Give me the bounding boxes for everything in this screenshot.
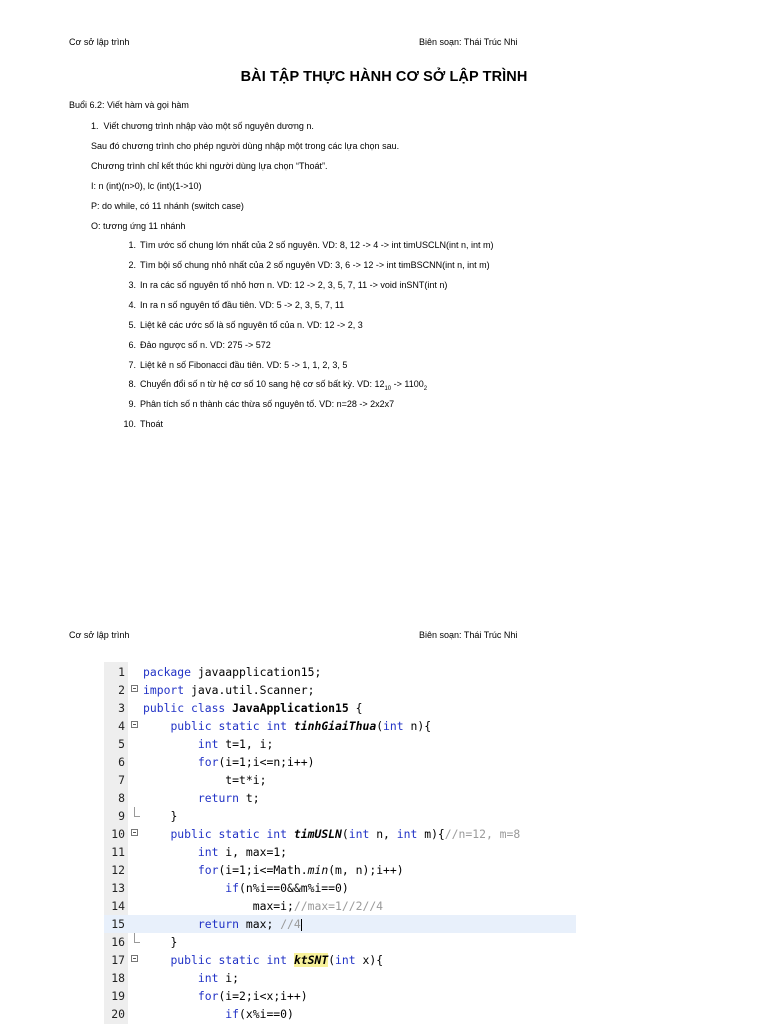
fold-end-marker	[134, 807, 140, 817]
code-text: n,	[369, 827, 397, 841]
option-number: 7.	[128, 360, 136, 370]
text-caret	[301, 919, 302, 931]
process-spec: P: do while, có 11 nhánh (switch case)	[91, 201, 244, 211]
code-text: max;	[239, 917, 281, 931]
option-item	[118, 419, 163, 429]
code-text: n){	[403, 719, 432, 733]
line-number: 14	[111, 899, 125, 913]
code-text: i;	[218, 971, 240, 985]
line-number: 7	[118, 773, 125, 787]
keyword: int	[348, 827, 370, 841]
code-line	[104, 771, 576, 789]
code-line	[104, 807, 576, 825]
code-text: t;	[239, 791, 260, 805]
option-item	[118, 260, 490, 270]
line-number: 5	[118, 737, 125, 751]
paragraph: Chương trình chỉ kết thúc khi người dùng lựa chọn “Thoát”.	[91, 161, 328, 171]
option-item	[118, 240, 493, 250]
keyword: if	[225, 881, 240, 895]
code-text: (	[376, 719, 384, 733]
code-text: max=i;	[252, 899, 294, 913]
exercise-item	[91, 121, 314, 131]
line-number: 12	[111, 863, 125, 877]
line-number: 17	[111, 953, 125, 967]
option-item	[118, 280, 447, 290]
code-text: t=1, i;	[218, 737, 274, 751]
page1-header-left: Cơ sở lập trình	[69, 37, 130, 47]
option-text: Thoát	[140, 419, 164, 429]
code-text: }	[170, 935, 178, 949]
line-number: 9	[118, 809, 125, 823]
line-number: 19	[111, 989, 125, 1003]
session-heading: Buổi 6.2: Viết hàm và gọi hàm	[69, 100, 189, 110]
option-item	[118, 399, 394, 409]
option-number: 9.	[128, 399, 136, 409]
method-call: min	[307, 863, 329, 877]
code-line	[104, 897, 576, 915]
option-text: Phân tích số n thành các thừa số nguyên tố. VD: n=28 -> 2x2x7	[140, 399, 395, 409]
line-number: 20	[111, 1007, 125, 1021]
option-text: Chuyển đổi số n từ hệ cơ số 10 sang hệ cơ số bất kỳ. VD: 12	[140, 379, 385, 389]
code-comment: //n=12, m=8	[444, 827, 521, 841]
exercise-text: Viết chương trình nhập vào một số nguyên dương n.	[103, 121, 314, 131]
code-line	[104, 717, 576, 735]
page2-header-right: Biên soạn: Thái Trúc Nhi	[419, 630, 518, 640]
line-number: 16	[111, 935, 125, 949]
line-number: 6	[118, 755, 125, 769]
option-text: Liệt kê các ước số là số nguyên tố của n. VD: 12 -> 2, 3	[140, 320, 363, 330]
fold-toggle-icon[interactable]	[131, 829, 138, 836]
option-number: 10.	[123, 419, 136, 429]
code-text: (i=2;i<x;i++)	[218, 989, 308, 1003]
option-text: Tìm bội số chung nhỏ nhất của 2 số nguyên VD: 3, 6 -> 12 -> int timBSCNN(int n, int m)	[140, 260, 490, 270]
line-number: 8	[118, 791, 125, 805]
code-text: (m, n);i++)	[328, 863, 404, 877]
option-number: 3.	[128, 280, 136, 290]
line-number: 11	[111, 845, 125, 859]
code-line	[104, 969, 576, 987]
option-text: Đảo ngược số n. VD: 275 -> 572	[140, 340, 271, 350]
option-item	[118, 300, 344, 310]
code-text: javaapplication15;	[191, 665, 322, 679]
code-text: (i=1;i<=Math.	[218, 863, 308, 877]
keyword: return	[197, 917, 240, 931]
code-line	[104, 1005, 576, 1023]
keyword: public static int	[170, 827, 288, 841]
keyword: public static int	[170, 953, 288, 967]
keyword: for	[197, 989, 219, 1003]
keyword: public class	[143, 701, 226, 715]
code-line	[104, 681, 576, 699]
keyword: int	[197, 737, 219, 751]
input-spec: I: n (int)(n>0), lc (int)(1->10)	[91, 181, 202, 191]
code-comment: //4	[280, 917, 301, 931]
keyword: public static int	[170, 719, 288, 733]
option-number: 4.	[128, 300, 136, 310]
option-number: 8.	[128, 379, 136, 389]
fold-toggle-icon[interactable]	[131, 721, 138, 728]
keyword: return	[197, 791, 240, 805]
code-text: {	[348, 701, 363, 715]
subscript-base-2: 2	[423, 385, 428, 392]
method-name: timUSLN	[293, 827, 342, 841]
option-text: Liệt kê n số Fibonacci đầu tiên. VD: 5 -> 1, 1, 2, 3, 5	[140, 360, 348, 370]
option-number: 6.	[128, 340, 136, 350]
option-number: 5.	[128, 320, 136, 330]
keyword: int	[197, 971, 219, 985]
option-text: In ra n số nguyên tố đầu tiên. VD: 5 -> 2, 3, 5, 7, 11	[140, 300, 345, 310]
option-number: 2.	[128, 260, 136, 270]
code-text: (i=1;i<=n;i++)	[218, 755, 315, 769]
code-text: (n%i==0&&m%i==0)	[239, 881, 349, 895]
keyword: for	[197, 755, 219, 769]
code-text: t=t*i;	[225, 773, 267, 787]
fold-end-marker	[134, 933, 140, 943]
code-line	[104, 843, 576, 861]
option-number: 1.	[128, 240, 136, 250]
line-number: 10	[111, 827, 125, 841]
code-line	[104, 933, 576, 951]
option-text: In ra các số nguyên tố nhỏ hơn n. VD: 12 -> 2, 3, 5, 7, 11 -> void inSNT(int n)	[140, 280, 448, 290]
option-item	[118, 340, 271, 350]
option-item	[118, 379, 427, 392]
option-text-mid: -> 1100	[391, 379, 424, 389]
keyword: import	[143, 683, 185, 697]
code-editor-screenshot	[104, 662, 576, 1024]
fold-toggle-icon[interactable]	[131, 685, 138, 692]
line-number: 3	[118, 701, 125, 715]
code-line	[104, 735, 576, 753]
line-number: 18	[111, 971, 125, 985]
page2-header-left: Cơ sở lập trình	[69, 630, 130, 640]
code-text: i, max=1;	[218, 845, 288, 859]
keyword: if	[225, 1007, 240, 1021]
code-line	[104, 951, 576, 969]
line-number: 2	[118, 683, 125, 697]
code-text: (x%i==0)	[239, 1007, 294, 1021]
option-text: Tìm ước số chung lớn nhất của 2 số nguyên. VD: 8, 12 -> 4 -> int timUSCLN(int n, int m)	[140, 240, 494, 250]
fold-toggle-icon[interactable]	[131, 955, 138, 962]
line-number: 1	[118, 665, 125, 679]
keyword: int	[197, 845, 219, 859]
output-spec: O: tương ứng 11 nhánh	[91, 221, 186, 231]
code-line	[104, 789, 576, 807]
paragraph: Sau đó chương trình cho phép người dùng nhập một trong các lựa chọn sau.	[91, 141, 400, 151]
option-item	[118, 320, 363, 330]
code-text: (	[341, 827, 349, 841]
code-line	[104, 663, 576, 681]
keyword: for	[197, 863, 219, 877]
class-name: JavaApplication15	[232, 701, 349, 715]
method-name: tinhGiaiThua	[293, 719, 377, 733]
subscript-base-10: 10	[384, 385, 392, 392]
code-line	[104, 825, 576, 843]
code-line	[104, 879, 576, 897]
method-name-highlighted: ktSNT	[293, 953, 329, 967]
code-line	[104, 987, 576, 1005]
exercise-number: 1.	[91, 121, 99, 131]
line-number: 15	[111, 917, 125, 931]
code-text: (	[328, 953, 336, 967]
code-line	[104, 699, 576, 717]
keyword: int	[383, 719, 404, 733]
code-text: x){	[355, 953, 384, 967]
code-text: java.util.Scanner;	[184, 683, 315, 697]
keyword: int	[335, 953, 356, 967]
code-line	[104, 861, 576, 879]
page1-header-right: Biên soạn: Thái Trúc Nhi	[419, 37, 518, 47]
keyword: int	[396, 827, 418, 841]
code-line-current[interactable]	[104, 915, 576, 933]
code-line	[104, 753, 576, 771]
code-text: m){	[417, 827, 445, 841]
code-text: }	[170, 809, 178, 823]
line-number: 13	[111, 881, 125, 895]
document-title: BÀI TẬP THỰC HÀNH CƠ SỞ LẬP TRÌNH	[240, 69, 528, 85]
keyword: package	[143, 665, 192, 679]
option-item	[118, 360, 347, 370]
line-number: 4	[118, 719, 125, 733]
code-comment: //max=1//2//4	[293, 899, 384, 913]
